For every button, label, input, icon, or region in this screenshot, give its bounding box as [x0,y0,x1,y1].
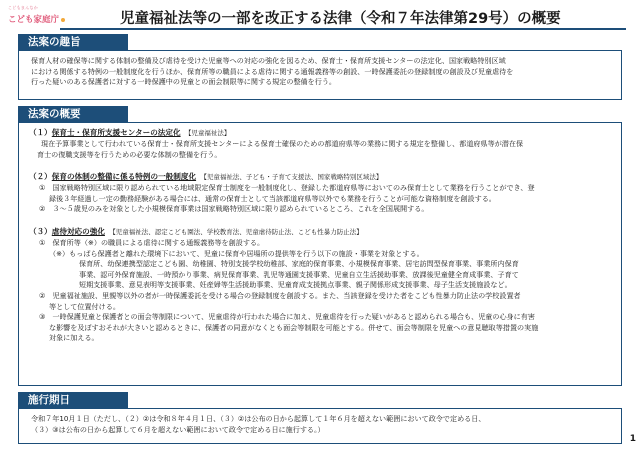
purpose-box [18,50,622,100]
item-3-line: 保育所、幼保連携型認定こども園、幼稚園、特別支援学校幼稚部、家庭的保育事業、小規模保育事業、居宅訪問型保育事業、事業所内保育 [79,259,519,269]
agency-logo [8,5,70,29]
effective-heading: 施行期日 [18,392,128,408]
item-3-heading: （３）虐待対応の強化 【児童福祉法、認定こども園法、学校教育法、児童虐待防止法、こども性暴力防止法】 [29,226,363,236]
item-2-line: ① 国家戦略特別区域に限り認められている地域限定保育士制度を一般制度化し、登録した都道府県等においてのみ保育士として業務を行うことができ、登 [39,183,535,193]
item-3-line: 等として位置付ける。 [49,301,120,311]
item-1-line: 現在予算事業として行われている保育士・保育所支援センターによる保育士確保のための都道府県等の業務に関する規定を整備し、都道府県等が潜在保 [41,139,524,148]
logo-name: こども家庭庁 [8,13,70,25]
item-3-line: 事業、認可外保育施設、一時預かり事業、病児保育事業、乳児等通園支援事業、児童自立生活援助事業、放課後児童健全育成事業、子育て [79,269,519,279]
item-3-line: ② 児童福祉施設、里親等以外の者が一時保護委託を受ける場合の登録制度を創設する。また、当該登録を受けた者をこども性暴力防止法の学校設置者 [39,290,521,300]
purpose-line: 保育人材の確保等に関する体制の整備及び虐待を受けた児童等への対応の強化を図るため、保育士・保育所支援センターの法定化、国家戦略特別区域 [31,56,506,65]
logo-tagline: こどもまんなか [8,5,39,10]
effective-line: 令和７年10月１日（ただし、（２）②は令和８年４月１日、（３）②は公布の日から起算して１年６月を超えない範囲において政令で定める日、 [31,414,486,423]
item-3-line: 短期支援事業、意見表明等支援事業、妊産婦等生活援助事業、児童育成支援拠点事業、親子関係形成支援事業、母子生活支援施設など。 [79,280,512,290]
title-underline [60,28,626,30]
item-2-heading: （２）保育の体制の整備に係る特例の一般制度化 【児童福祉法、子ども・子育て支援法、国家戦略特別区域法】 [29,172,383,182]
item-1-heading: （１）保育士・保育所支援センターの法定化 【児童福祉法】 [29,128,231,137]
purpose-heading: 法案の趣旨 [18,34,128,50]
effective-line: （３）③は公布の日から起算して６月を超えない範囲において政令で定める日に施行する。） [31,424,325,434]
item-3-line: （※）もっぱら保護者と離れた環境下において、児童に保育や居場所の提供等を行う以下の施設・事業を対象とする。 [49,248,424,258]
overview-heading: 法案の概要 [18,106,128,122]
item-3-line: ① 保育所等（※）の職員による虐待に関する通報義務等を創設する。 [39,237,265,247]
purpose-line: 行った疑いのある保護者に対する一時保護中の児童との面会制限等に関する規定の整備を行う。 [31,77,337,87]
page-number: 1 [629,434,636,444]
item-3-line: 対象に加える。 [49,333,99,343]
item-2-line: 録後３年経過し一定の勤務経験がある場合には、通常の保育士として当該都道府県等以外でも業務を行うことが可能な資格制度を創設する。 [49,193,496,203]
overview-box [18,122,622,386]
item-3-line: な影響を及ぼすおそれが大きいと認めるときに、保護者の同意がなくとも面会等制限を可能とする。併せて、面会等制限を児童への意見聴取等措置の実施 [49,322,539,332]
item-2-line: ② ３～５歳児のみを対象とした小規模保育事業は国家戦略特別区域に限り認められているところ、これを全国展開する。 [39,204,429,214]
effective-box [18,408,622,444]
logo-dot-icon [61,18,65,22]
item-3-line: ③ 一時保護児童と保護者との面会等制限について、児童虐待が行われた場合に加え、児童虐待を行った疑いがあると認められる場合も、児童の心身に有害 [39,312,535,322]
item-1-line: 育士の復職支援等を行うための必要な体制の整備を行う。 [37,149,222,159]
purpose-line: における関係する特例の一般制度化を行うほか、保育所等の職員による虐待に関する通報義務等の創設、一時保護委託の登録制度の創設及び児童虐待を [31,66,514,76]
page-title: 児童福祉法等の一部を改正する法律（令和７年法律第29号）の概要 [120,11,561,27]
